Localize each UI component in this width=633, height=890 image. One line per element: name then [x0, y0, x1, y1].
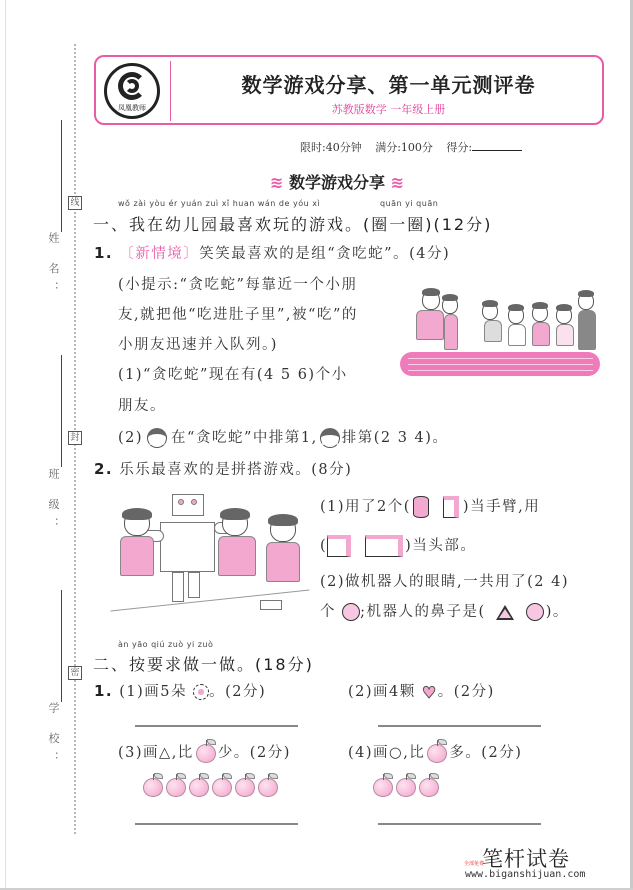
p2q1-a-text: (1)画5朵 — [119, 684, 188, 700]
apple-row-right — [373, 777, 442, 797]
flower-icon — [193, 684, 209, 700]
child-body — [508, 324, 526, 346]
hair — [578, 290, 594, 297]
q2-sub1-c: ( — [320, 538, 328, 554]
robot-eye-icon — [191, 499, 197, 505]
girl-face-icon — [147, 428, 167, 448]
p2q1-d-text: (4)画○,比 — [348, 745, 426, 761]
wave-right-icon: ≋ — [390, 173, 404, 192]
apple-icon — [235, 778, 255, 797]
q2-sub2-c: ;机器人的鼻子是( — [360, 604, 486, 620]
hair — [556, 304, 572, 311]
q2-sub2-b: 个 — [320, 604, 336, 620]
q1-sub1-line1: (1)“贪吃蛇”现在有(4 5 6)个小 — [118, 367, 348, 383]
track-stripe — [408, 358, 593, 359]
child-body — [556, 324, 574, 346]
part1-heading: 一、我在幼儿园最喜欢玩的游戏。(圈一圈)(12分) — [93, 215, 493, 234]
robot-leg — [172, 572, 184, 602]
q1-sub2-suffix: 排第(2 3 4)。 — [341, 430, 449, 446]
school-label: 学 校： — [47, 702, 60, 771]
child-body — [484, 320, 502, 342]
spare-block — [260, 600, 282, 610]
q2-sub1-line1 — [320, 495, 540, 518]
seal-label-secret: 密 — [68, 666, 82, 680]
q2-sub1-a: (1)用了2个( — [320, 499, 411, 515]
apple-icon — [166, 778, 186, 797]
child-body — [532, 322, 550, 346]
apple-icon — [258, 778, 278, 797]
pinyin-part2: àn yāo qiú zuò yi zuò — [118, 640, 214, 649]
robot-head — [172, 494, 204, 516]
p2q1-a — [94, 680, 266, 701]
robot-body — [160, 522, 215, 572]
q1-sub2-prefix: (2) — [118, 430, 144, 446]
child-body — [266, 542, 300, 582]
wave-left-icon: ≋ — [270, 173, 284, 192]
apple-icon — [196, 744, 216, 763]
circle-icon[interactable] — [342, 603, 360, 621]
q2-sub1-line2 — [320, 534, 476, 557]
answer-line-2[interactable] — [378, 725, 541, 727]
q1-prompt — [94, 242, 450, 263]
footer-url[interactable]: www.biganshijuan.com — [465, 869, 586, 880]
header-divider — [170, 61, 171, 121]
boy-face-icon — [320, 428, 340, 448]
hair — [122, 508, 152, 520]
score-label: 得分: — [446, 141, 522, 154]
p2q1-b-suffix: 。(2分) — [437, 684, 495, 700]
hair — [442, 294, 458, 301]
p2q1-b-text: (2)画4颗 — [348, 684, 416, 700]
child-body — [120, 536, 154, 576]
seal-label-seal: 封 — [68, 431, 82, 445]
child-body — [578, 310, 596, 350]
apple-icon — [373, 778, 393, 797]
part2-heading: 二、按要求做一做。(18分) — [93, 655, 314, 674]
cylinder-icon[interactable] — [413, 496, 429, 518]
q2-sub1-d: )当头部。 — [405, 538, 477, 554]
exam-meta — [300, 139, 532, 155]
swirl-inner-icon — [125, 79, 139, 93]
q1-sub2 — [118, 426, 448, 448]
footer-brand: 笔杆试卷 — [482, 847, 570, 871]
answer-line-4[interactable] — [378, 823, 541, 825]
q1-number: 1. — [94, 244, 114, 262]
q2-sub2-d: )。 — [545, 604, 569, 620]
new-context-tag: 〔新情境〕 — [119, 246, 200, 262]
heart-icon: ♥ — [421, 682, 438, 702]
logo-text: 凤凰教师 — [118, 104, 146, 112]
hair — [422, 288, 440, 296]
q1-hint-3: 小朋友迅速并入队列。) — [118, 337, 278, 353]
hair — [508, 304, 524, 311]
q1-sub2-mid: 在“贪吃蛇”中排第1, — [171, 430, 318, 446]
section-title: 数学游戏分享 — [288, 173, 385, 192]
hair — [532, 302, 548, 309]
class-fill-line[interactable] — [61, 355, 62, 467]
apple-icon — [212, 778, 232, 797]
apple-row-left — [143, 777, 281, 797]
header-banner — [94, 55, 604, 125]
robot-building-illustration — [110, 490, 310, 615]
pinyin-part1-circle: quān yi quān — [380, 199, 439, 208]
cuboid-icon[interactable] — [443, 496, 459, 518]
q2-number: 2. — [94, 460, 114, 478]
free-badge: 全部免费 — [464, 861, 485, 867]
section-banner — [270, 170, 404, 193]
q1-sub1-line2: 朋友。 — [118, 398, 166, 414]
snake-game-illustration — [400, 280, 605, 390]
q2-prompt — [94, 458, 352, 479]
answer-line-3[interactable] — [135, 823, 298, 825]
page-title: 数学游戏分享、第一单元测评卷 — [241, 73, 536, 97]
school-fill-line[interactable] — [61, 590, 62, 702]
class-label: 班 级： — [47, 468, 60, 537]
pinyin-part1: wǒ zài yòu ér yuán zuì xǐ huan wán de yóu xì — [118, 199, 321, 208]
time-limit: 限时:40分钟 — [300, 141, 362, 154]
full-score: 满分:100分 — [375, 141, 433, 154]
p2q1-c — [118, 741, 291, 763]
score-blank[interactable] — [472, 141, 522, 151]
track-stripe — [408, 370, 593, 371]
name-label: 姓 名： — [47, 232, 60, 301]
q1-hint-1: (小提示:“贪吃蛇”每靠近一个小朋 — [118, 277, 358, 293]
apple-icon — [143, 778, 163, 797]
p2q1-d-suffix: 多。(2分) — [449, 745, 523, 761]
apple-icon — [189, 778, 209, 797]
seal-label-line: 线 — [68, 196, 82, 210]
child-body — [416, 310, 444, 340]
apple-icon — [419, 778, 439, 797]
track-stripe — [408, 364, 593, 365]
q2-sub2-line1: (2)做机器人的眼睛,一共用了(2 4) — [320, 574, 570, 590]
child-body — [218, 536, 256, 576]
cube-icon[interactable] — [327, 535, 351, 557]
circle-icon[interactable] — [526, 603, 544, 621]
name-fill-line[interactable] — [61, 120, 62, 232]
robot-eye-icon — [178, 499, 184, 505]
p2q1-c-text: (3)画△,比 — [118, 745, 194, 761]
q1-hint-2: 友,就把他“吃进肚子里”,被“吃”的 — [118, 307, 358, 323]
p2q1-d — [348, 741, 522, 763]
robot-leg — [188, 572, 200, 598]
p2q1-number: 1. — [94, 682, 114, 700]
child-body — [444, 314, 458, 350]
q1-text: 笑笑最喜欢的是组“贪吃蛇”。(4分) — [199, 246, 451, 262]
q2-sub1-b: )当手臂,用 — [462, 499, 541, 515]
triangle-icon[interactable] — [496, 605, 514, 620]
p2q1-b — [348, 680, 495, 702]
p2q1-c-suffix: 少。(2分) — [217, 745, 291, 761]
page-edge — [5, 0, 6, 890]
hair — [482, 300, 498, 307]
hair — [220, 508, 250, 520]
publisher-logo — [104, 63, 160, 119]
q2-sub2-line2 — [320, 600, 569, 621]
q2-text: 乐乐最喜欢的是拼搭游戏。(8分) — [119, 462, 353, 478]
p2q1-a-suffix: 。(2分) — [209, 684, 267, 700]
page-subtitle: 苏教版数学 一年级上册 — [331, 103, 446, 116]
rectangular-prism-icon[interactable] — [365, 535, 403, 557]
hair — [268, 514, 298, 526]
apple-icon — [427, 744, 447, 763]
apple-icon — [396, 778, 416, 797]
answer-line-1[interactable] — [135, 725, 298, 727]
